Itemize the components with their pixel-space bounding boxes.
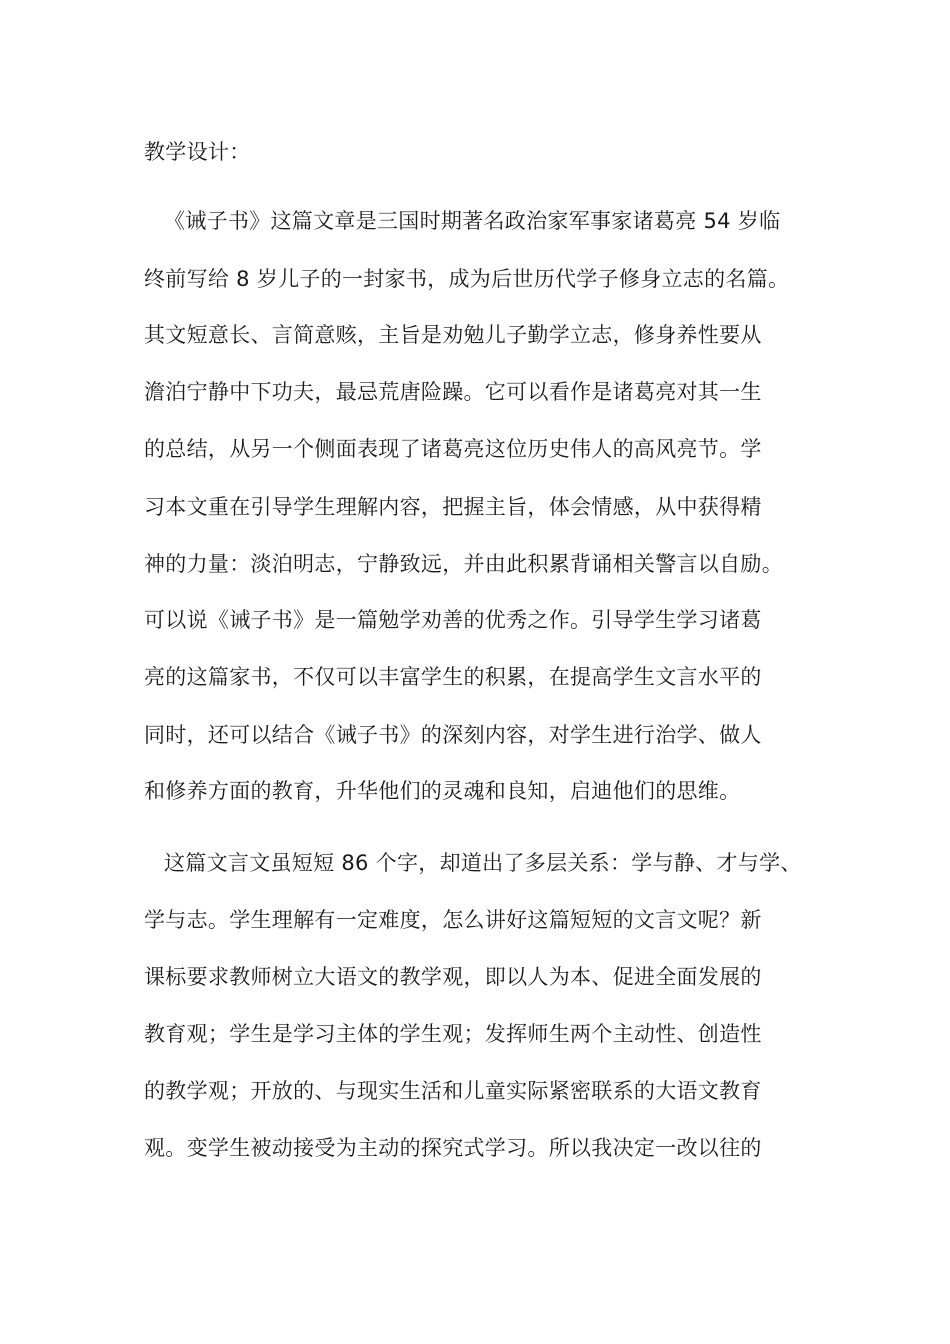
paragraph-line: 神的力量：淡泊明志，宁静致远，并由此积累背诵相关警言以自励。 (144, 552, 783, 576)
paragraph-line: 亮的这篇家书，不仅可以丰富学生的积累，在提高学生文言水平的 (144, 665, 762, 689)
paragraph-line: 和修养方面的教育，升华他们的灵魂和良知，启迪他们的思维。 (144, 779, 741, 803)
paragraph-line: 学与志。学生理解有一定难度，怎么讲好这篇短短的文言文呢？新 (144, 908, 762, 932)
paragraph-line: 课标要求教师树立大语文的教学观，即以人为本、促进全面发展的 (144, 965, 762, 989)
paragraph-line: 澹泊宁静中下功夫，最忌荒唐险躁。它可以看作是诸葛亮对其一生 (144, 380, 762, 404)
paragraph-line: 这篇文言文虽短短 86 个字，却道出了多层关系：学与静、才与学、 (164, 851, 802, 875)
paragraph-line: 观。变学生被动接受为主动的探究式学习。所以我决定一改以往的 (144, 1136, 762, 1160)
paragraph-line: 终前写给 8 岁儿子的一封家书，成为后世历代学子修身立志的名篇。 (144, 267, 790, 291)
paragraph-line: 教育观；学生是学习主体的学生观；发挥师生两个主动性、创造性 (144, 1022, 762, 1046)
paragraph-line: 《诫子书》这篇文章是三国时期著名政治家军事家诸葛亮 54 岁临 (164, 209, 781, 233)
paragraph-line: 习本文重在引导学生理解内容，把握主旨，体会情感，从中获得精 (144, 495, 762, 519)
paragraph-line: 的教学观；开放的、与现实生活和儿童实际紧密联系的大语文教育 (144, 1079, 762, 1103)
paragraph-line: 的总结，从另一个侧面表现了诸葛亮这位历史伟人的高风亮节。学 (144, 437, 762, 461)
paragraph-line: 可以说《诫子书》是一篇勉学劝善的优秀之作。引导学生学习诸葛 (144, 608, 762, 632)
paragraph-line: 同时，还可以结合《诫子书》的深刻内容，对学生进行治学、做人 (144, 723, 762, 747)
paragraph-line: 其文短意长、言简意赅，主旨是劝勉儿子勤学立志，修身养性要从 (144, 323, 762, 347)
document-heading: 教学设计： (144, 140, 251, 164)
